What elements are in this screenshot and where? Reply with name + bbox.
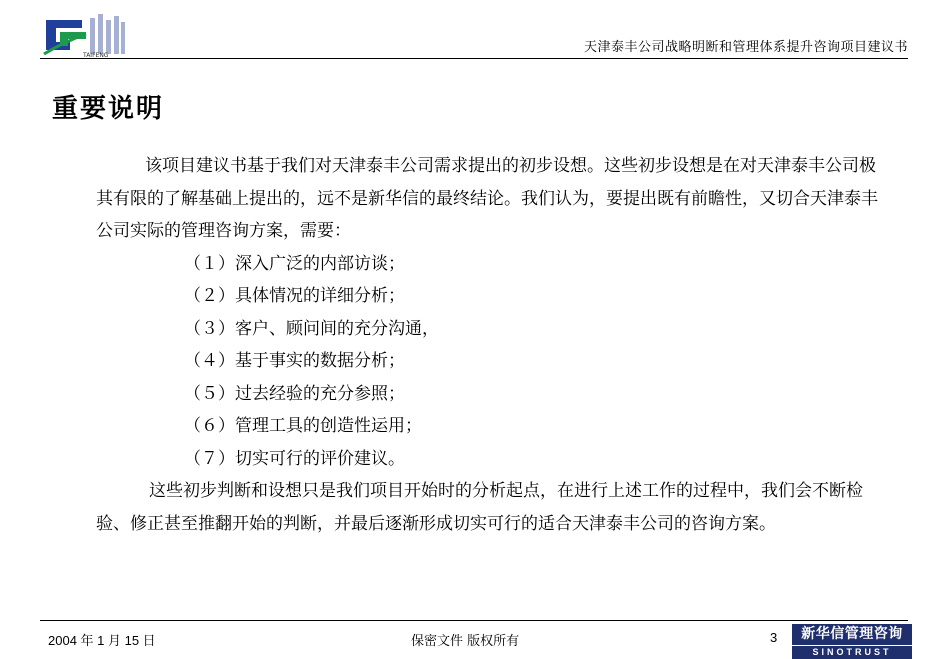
company-logo — [40, 12, 128, 60]
list-item: （３）客户、顾问间的充分沟通， — [184, 318, 439, 339]
footer-date: 2004 年 1 月 15 日 — [48, 633, 156, 648]
list-item: （６）管理工具的创造性运用； — [184, 416, 422, 436]
list-item: （７）切实可行的评价建议。 — [184, 448, 405, 469]
list-item: （５）过去经验的充分参照； — [184, 383, 405, 404]
sinotrust-logo — [792, 624, 912, 658]
page-number: 3 — [770, 630, 778, 645]
footer-confidential: 保密文件 版权所有 — [411, 634, 520, 649]
list-item: （２）具体情况的详细分析； — [184, 286, 405, 306]
brand-name-en: SINOTRUST — [792, 645, 912, 659]
page-title: 重要说明 — [52, 94, 165, 124]
requirements-list — [96, 248, 886, 476]
document-header-title: 天津泰丰公司战略明断和管理体系提升咨询项目建议书 — [583, 40, 908, 55]
brand-name-cn: 新华信管理咨询 — [792, 624, 912, 645]
footer-divider — [40, 620, 908, 621]
header-divider — [40, 58, 908, 59]
list-item: （１）深入广泛的内部访谈； — [184, 253, 405, 274]
closing-paragraph: 这些初步判断和设想只是我们项目开始时的分析起点，在进行上述工作的过程中，我们会不断检验、修正甚至推翻开始的判断，并最后逐渐形成切实可行的适合天津泰丰公司的咨询方案。 — [96, 481, 863, 534]
list-item: （４）基于事实的数据分析； — [184, 351, 405, 371]
document-body — [96, 150, 886, 540]
logo-text: TAIFENG — [83, 52, 109, 59]
intro-paragraph: 该项目建议书基于我们对天津泰丰公司需求提出的初步设想。这些初步设想是在对天津泰丰公司极其有限的了解基础上提出的，远不是新华信的最终结论。我们认为，要提出既有前瞻性，又切合天津泰丰公司实际的管理咨询方案，需要： — [96, 156, 878, 241]
